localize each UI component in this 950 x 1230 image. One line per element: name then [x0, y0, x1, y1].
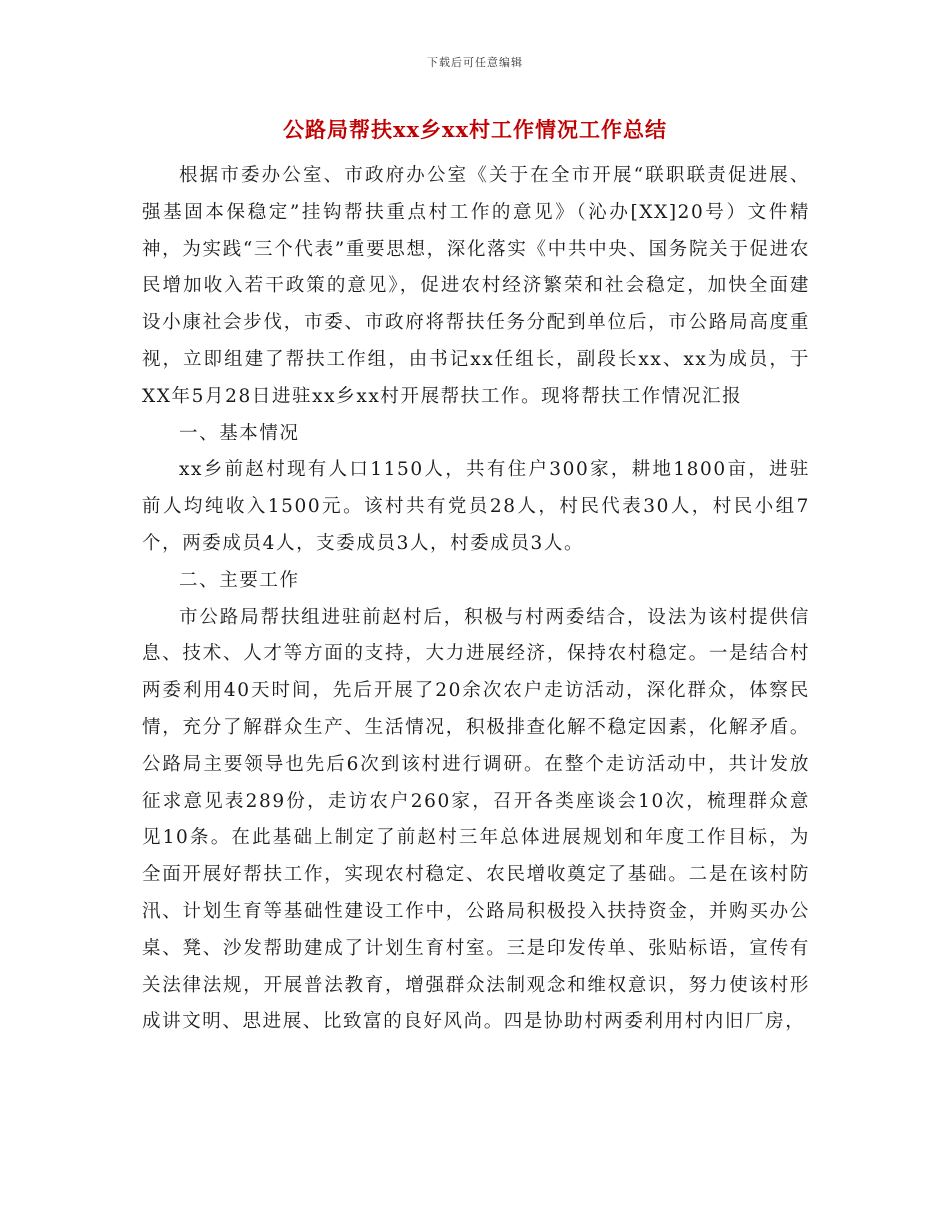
- section-heading-main-work: 二、主要工作: [179, 569, 300, 591]
- header-note: 下载后可任意编辑: [427, 56, 523, 69]
- section-heading-basic-situation: 一、基本情况: [179, 422, 300, 444]
- document-title: 公路局帮扶xx乡xx村工作情况工作总结: [282, 117, 668, 142]
- paragraph-basic-situation: xx乡前赵村现有人口1150人，共有住户300家，耕地1800亩，进驻前人均纯收入1500元。该村共有党员28人，村民代表30人，村民小组7个，两委成员4人，支委成员3人，村委成员3人。: [142, 459, 810, 554]
- paragraph-main-work: 市公路局帮扶组进驻前赵村后，积极与村两委结合，设法为该村提供信息、技术、人才等方面的支持，大力进展经济，保持农村稳定。一是结合村两委利用40天时间，先后开展了20余次农户走访活动，深化群众，体察民情，充分了解群众生产、生活情况，积极排查化解不稳定因素，化解矛盾。公路局主要领导也先后6次到该村进行调研。在整个走访活动中，共计发放征求意见表289份，走访农户260家，召开各类座谈会10次，梳理群众意见10条。在此基础上制定了前赵村三年总体进展规划和年度工作目标，为全面开展好帮扶工作，实现农村稳定、农民增收奠定了基础。二是在该村防汛、计划生育等基础性建设工作中，公路局积极投入扶持资金，并购买办公桌、凳、沙发帮助建成了计划生育村室。三是印发传单、张贴标语，宣传有关法律法规，开展普法教育，增强群众法制观念和维权意识，努力使该村形成讲文明、思进展、比致富的良好风尚。四是协助村两委利用村内旧厂房，: [142, 606, 810, 1033]
- paragraph-intro: 根据市委办公室、市政府办公室《关于在全市开展“联职联责促进展、强基固本保稳定”挂钩帮扶重点村工作的意见》（沁办[XX]20号）文件精神，为实践“三个代表”重要思想，深化落实《中共中央、国务院关于促进农民增加收入若干政策的意见》，促进农村经济繁荣和社会稳定，加快全面建设小康社会步伐，市委、市政府将帮扶任务分配到单位后，市公路局高度重视，立即组建了帮扶工作组，由书记xx任组长，副段长xx、xx为成员，于XX年5月28日进驻xx乡xx村开展帮扶工作。现将帮扶工作情况汇报: [142, 165, 810, 407]
- document-body: [142, 158, 810, 1041]
